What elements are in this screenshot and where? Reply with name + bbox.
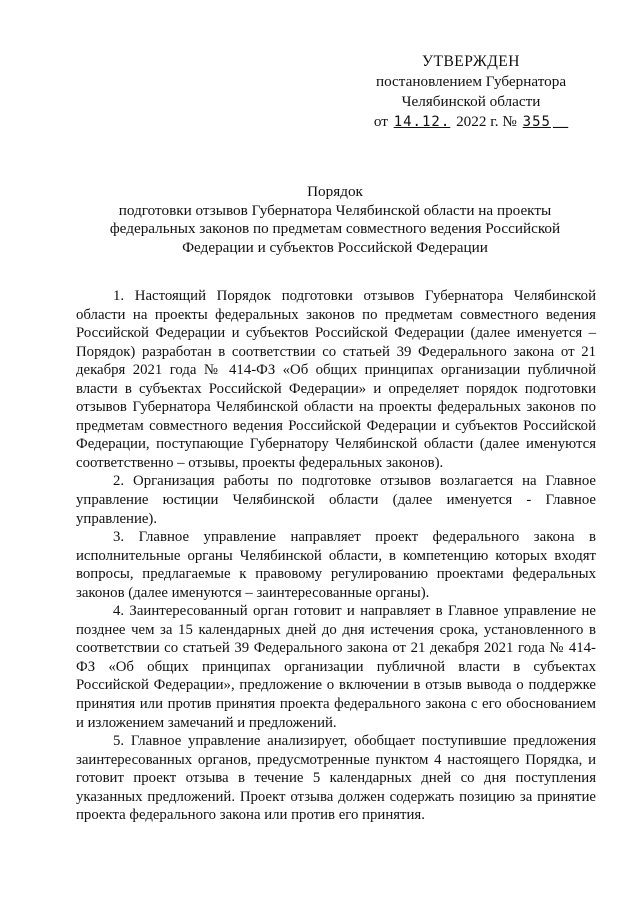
paragraph-2: 2. Организация работы по подготовке отзывов возлагается на Главное управление юстиции Челябинской области (далее именуется - Главное управление). [76, 473, 596, 527]
paragraph-4: 4. Заинтересованный орган готовит и направляет в Главное управление не позднее чем за 15 календарных дней до дня истечения срока, установленного в соответствии со статьей 39 Федерального закона от 21 декабря 2021 года № 414-ФЗ «Об общих принципах организации публичной власти в субъектах Российской Федерации», предложение о включении в отзыв вывода о поддержке принятия или против принятия проекта федерального закона с его обоснованием и изложением замечаний и предложений. [76, 603, 596, 731]
approval-dateline [356, 112, 586, 132]
paragraph-1: 1. Настоящий Порядок подготовки отзывов Губернатора Челябинской области на проекты федеральных законов по предметам совместного ведения Российской Федерации и субъектов Российской Федерации (далее именуется – Порядок) разработан в соответствии со статьей 39 Федерального закона от 21 декабря 2021 года № 414-ФЗ «Об общих принципах организации публичной власти в субъектах Российской Федерации» и определяет порядок подготовки отзывов Губернатора Челябинской области на проекты федеральных законов по предметам совместного ведения Российской Федерации и субъектов Российской Федерации, поступающие Губернатору Челябинской области (далее именуются соответственно – отзывы, проекты федеральных законов). [76, 288, 596, 471]
decree-number: 355 [522, 114, 551, 130]
paragraph-3: 3. Главное управление направляет проект федерального закона в исполнительные органы Челябинской области, в компетенцию которых входят вопросы, предлагаемые к правовому регулированию проектами федеральных законов (далее именуются – заинтересованные органы). [76, 529, 596, 601]
paragraph-5: 5. Главное управление анализирует, обобщает поступившие предложения заинтересованных органов, предусмотренные пунктом 4 настоящего Порядка, и готовит проект отзыва в течение 5 календарных дней со дня поступления указанных предложений. Проект отзыва должен содержать позицию за принятие проекта федерального закона или против его принятия. [76, 733, 596, 824]
approval-stamp [356, 52, 586, 132]
document-body [76, 287, 596, 825]
document-title [100, 183, 570, 257]
title-heading: Порядок [307, 183, 363, 200]
number-tail: __ [552, 113, 569, 130]
approval-line-region: Челябинской области [401, 93, 541, 110]
title-subheading: подготовки отзывов Губернатора Челябинской области на проекты федеральных законов по предметам совместного ведения Российской Федерации и субъектов Российской Федерации [109, 201, 561, 256]
approval-line-decree: постановлением Губернатора [375, 73, 567, 90]
decree-date: 14.12. [393, 114, 451, 130]
from-label: от [373, 113, 388, 130]
year-label: 2022 г. № [456, 113, 517, 130]
approved-heading: УТВЕРЖДЕН [422, 53, 520, 70]
